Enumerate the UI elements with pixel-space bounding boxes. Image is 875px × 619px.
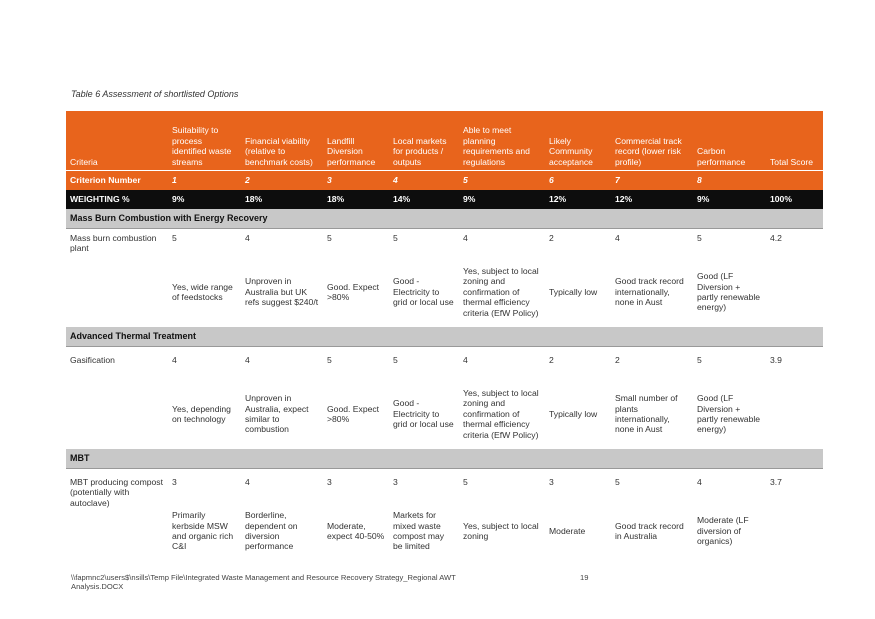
detail-cell: Moderate (LF diversion of organics) bbox=[697, 515, 749, 547]
header-criterion-4: Local markets for products / outputs bbox=[389, 111, 459, 171]
score-cell: 4 bbox=[172, 355, 177, 365]
detail-cell: Good (LF Diversion + partly renewable energy) bbox=[697, 271, 761, 313]
detail-cell: Good. Expect >80% bbox=[327, 281, 380, 302]
criterion-number-cell: 3 bbox=[323, 171, 389, 191]
detail-cell: Good. Expect >80% bbox=[327, 403, 380, 424]
score-cell: 3 bbox=[549, 477, 554, 487]
header-criteria: Criteria bbox=[66, 111, 168, 171]
score-cell: 5 bbox=[172, 233, 177, 243]
detail-cell: Yes, subject to local zoning and confirmation of thermal efficiency criteria (EfW Policy) bbox=[463, 387, 539, 440]
footer-file-path: \\fapmnc2\users$\nsills\Temp File\Integrated Waste Management and Resource Recovery Strategy_Regional AWT Analysis.DOCX bbox=[71, 573, 456, 592]
criterion-number-cell bbox=[766, 171, 823, 191]
detail-cell: Yes, depending on technology bbox=[172, 403, 231, 424]
detail-row bbox=[66, 259, 823, 327]
detail-cell bbox=[766, 503, 823, 561]
weighting-cell: 9% bbox=[168, 190, 241, 209]
detail-cell: Good (LF Diversion + partly renewable energy) bbox=[697, 393, 761, 435]
criterion-number-row bbox=[66, 171, 823, 191]
detail-cell: Good track record in Australia bbox=[615, 520, 684, 541]
section-row bbox=[66, 327, 823, 347]
score-cell: 5 bbox=[697, 233, 702, 243]
detail-cell: Typically low bbox=[549, 408, 598, 419]
header-criterion-5: Able to meet planning requirements and regulations bbox=[459, 111, 545, 171]
score-cell: 5 bbox=[615, 477, 620, 487]
detail-cell: Moderate, expect 40-50% bbox=[327, 520, 385, 541]
detail-cell: Primarily kerbside MSW and organic rich C&I bbox=[172, 510, 234, 552]
score-cell: 5 bbox=[327, 233, 332, 243]
detail-cell: Unproven in Australia, expect similar to combustion bbox=[245, 393, 309, 435]
weighting-cell: 14% bbox=[389, 190, 459, 209]
score-cell: 5 bbox=[463, 477, 468, 487]
criterion-number-label: Criterion Number bbox=[66, 171, 168, 191]
header-criterion-3: Landfill Diversion performance bbox=[323, 111, 389, 171]
page-number: 19 bbox=[580, 573, 589, 582]
detail-cell: Good - Electricity to grid or local use bbox=[393, 398, 454, 430]
section-title: Advanced Thermal Treatment bbox=[66, 327, 823, 347]
header-criterion-1: Suitability to process identified waste streams bbox=[168, 111, 241, 171]
weighting-cell: 9% bbox=[459, 190, 545, 209]
total-score-cell: 4.2 bbox=[770, 233, 782, 243]
score-cell: 2 bbox=[549, 233, 554, 243]
section-title: MBT bbox=[66, 449, 823, 469]
detail-cell: Unproven in Australia but UK refs suggest $240/t bbox=[245, 276, 319, 308]
weighting-row bbox=[66, 190, 823, 209]
score-row bbox=[66, 229, 823, 260]
score-cell: 5 bbox=[393, 233, 398, 243]
assessment-table bbox=[66, 111, 823, 561]
detail-cell: Small number of plants internationally, none in Aust bbox=[615, 393, 678, 435]
header-criterion-6: Likely Community acceptance bbox=[545, 111, 611, 171]
weighting-cell: 100% bbox=[766, 190, 823, 209]
detail-cell: Yes, subject to local zoning and confirmation of thermal efficiency criteria (EfW Policy) bbox=[463, 265, 539, 318]
detail-cell: Good - Electricity to grid or local use bbox=[393, 276, 454, 308]
detail-row bbox=[66, 381, 823, 449]
criterion-number-cell: 1 bbox=[168, 171, 241, 191]
detail-cell: Typically low bbox=[549, 286, 598, 297]
total-score-cell: 3.7 bbox=[770, 477, 782, 487]
weighting-cell: 18% bbox=[323, 190, 389, 209]
score-row bbox=[66, 469, 823, 504]
weighting-label: WEIGHTING % bbox=[66, 190, 168, 209]
header-criterion-9: Total Score bbox=[766, 111, 823, 171]
score-cell: 2 bbox=[615, 355, 620, 365]
score-cell: 4 bbox=[245, 355, 250, 365]
score-cell: 3 bbox=[327, 477, 332, 487]
header-row bbox=[66, 111, 823, 171]
header-criterion-2: Financial viability (relative to benchmark costs) bbox=[241, 111, 323, 171]
section-title: Mass Burn Combustion with Energy Recovery bbox=[66, 209, 823, 229]
table-caption: Table 6 Assessment of shortlisted Options bbox=[71, 89, 239, 99]
detail-cell: Markets for mixed waste compost may be limited bbox=[393, 510, 445, 552]
criterion-number-cell: 5 bbox=[459, 171, 545, 191]
detail-cell: Good track record internationally, none in Aust bbox=[615, 276, 684, 308]
score-cell: 4 bbox=[697, 477, 702, 487]
score-cell: 4 bbox=[463, 355, 468, 365]
option-name: Mass burn combustion plant bbox=[70, 233, 157, 254]
option-name: MBT producing compost (potentially with autoclave) bbox=[70, 477, 163, 508]
weighting-cell: 12% bbox=[611, 190, 693, 209]
criterion-number-cell: 2 bbox=[241, 171, 323, 191]
score-cell: 5 bbox=[697, 355, 702, 365]
header-criterion-7: Commercial track record (lower risk profile) bbox=[611, 111, 693, 171]
detail-cell bbox=[766, 381, 823, 449]
criterion-number-cell: 6 bbox=[545, 171, 611, 191]
criterion-number-cell: 7 bbox=[611, 171, 693, 191]
score-cell: 5 bbox=[393, 355, 398, 365]
score-row bbox=[66, 347, 823, 382]
score-cell: 2 bbox=[549, 355, 554, 365]
detail-row bbox=[66, 503, 823, 561]
header-criterion-8: Carbon performance bbox=[693, 111, 766, 171]
section-row bbox=[66, 449, 823, 469]
detail-cell: Yes, subject to local zoning bbox=[463, 520, 539, 541]
score-cell: 4 bbox=[245, 477, 250, 487]
score-cell: 3 bbox=[172, 477, 177, 487]
score-cell: 4 bbox=[245, 233, 250, 243]
detail-cell bbox=[766, 259, 823, 327]
score-cell: 4 bbox=[463, 233, 468, 243]
section-row bbox=[66, 209, 823, 229]
total-score-cell: 3.9 bbox=[770, 355, 782, 365]
detail-cell: Borderline, dependent on diversion performance bbox=[245, 510, 298, 552]
score-cell: 4 bbox=[615, 233, 620, 243]
weighting-cell: 12% bbox=[545, 190, 611, 209]
score-cell: 5 bbox=[327, 355, 332, 365]
criterion-number-cell: 8 bbox=[693, 171, 766, 191]
weighting-cell: 9% bbox=[693, 190, 766, 209]
criterion-number-cell: 4 bbox=[389, 171, 459, 191]
detail-cell: Moderate bbox=[549, 525, 586, 536]
score-cell: 3 bbox=[393, 477, 398, 487]
option-name: Gasification bbox=[70, 355, 115, 365]
detail-cell: Yes, wide range of feedstocks bbox=[172, 281, 233, 302]
weighting-cell: 18% bbox=[241, 190, 323, 209]
